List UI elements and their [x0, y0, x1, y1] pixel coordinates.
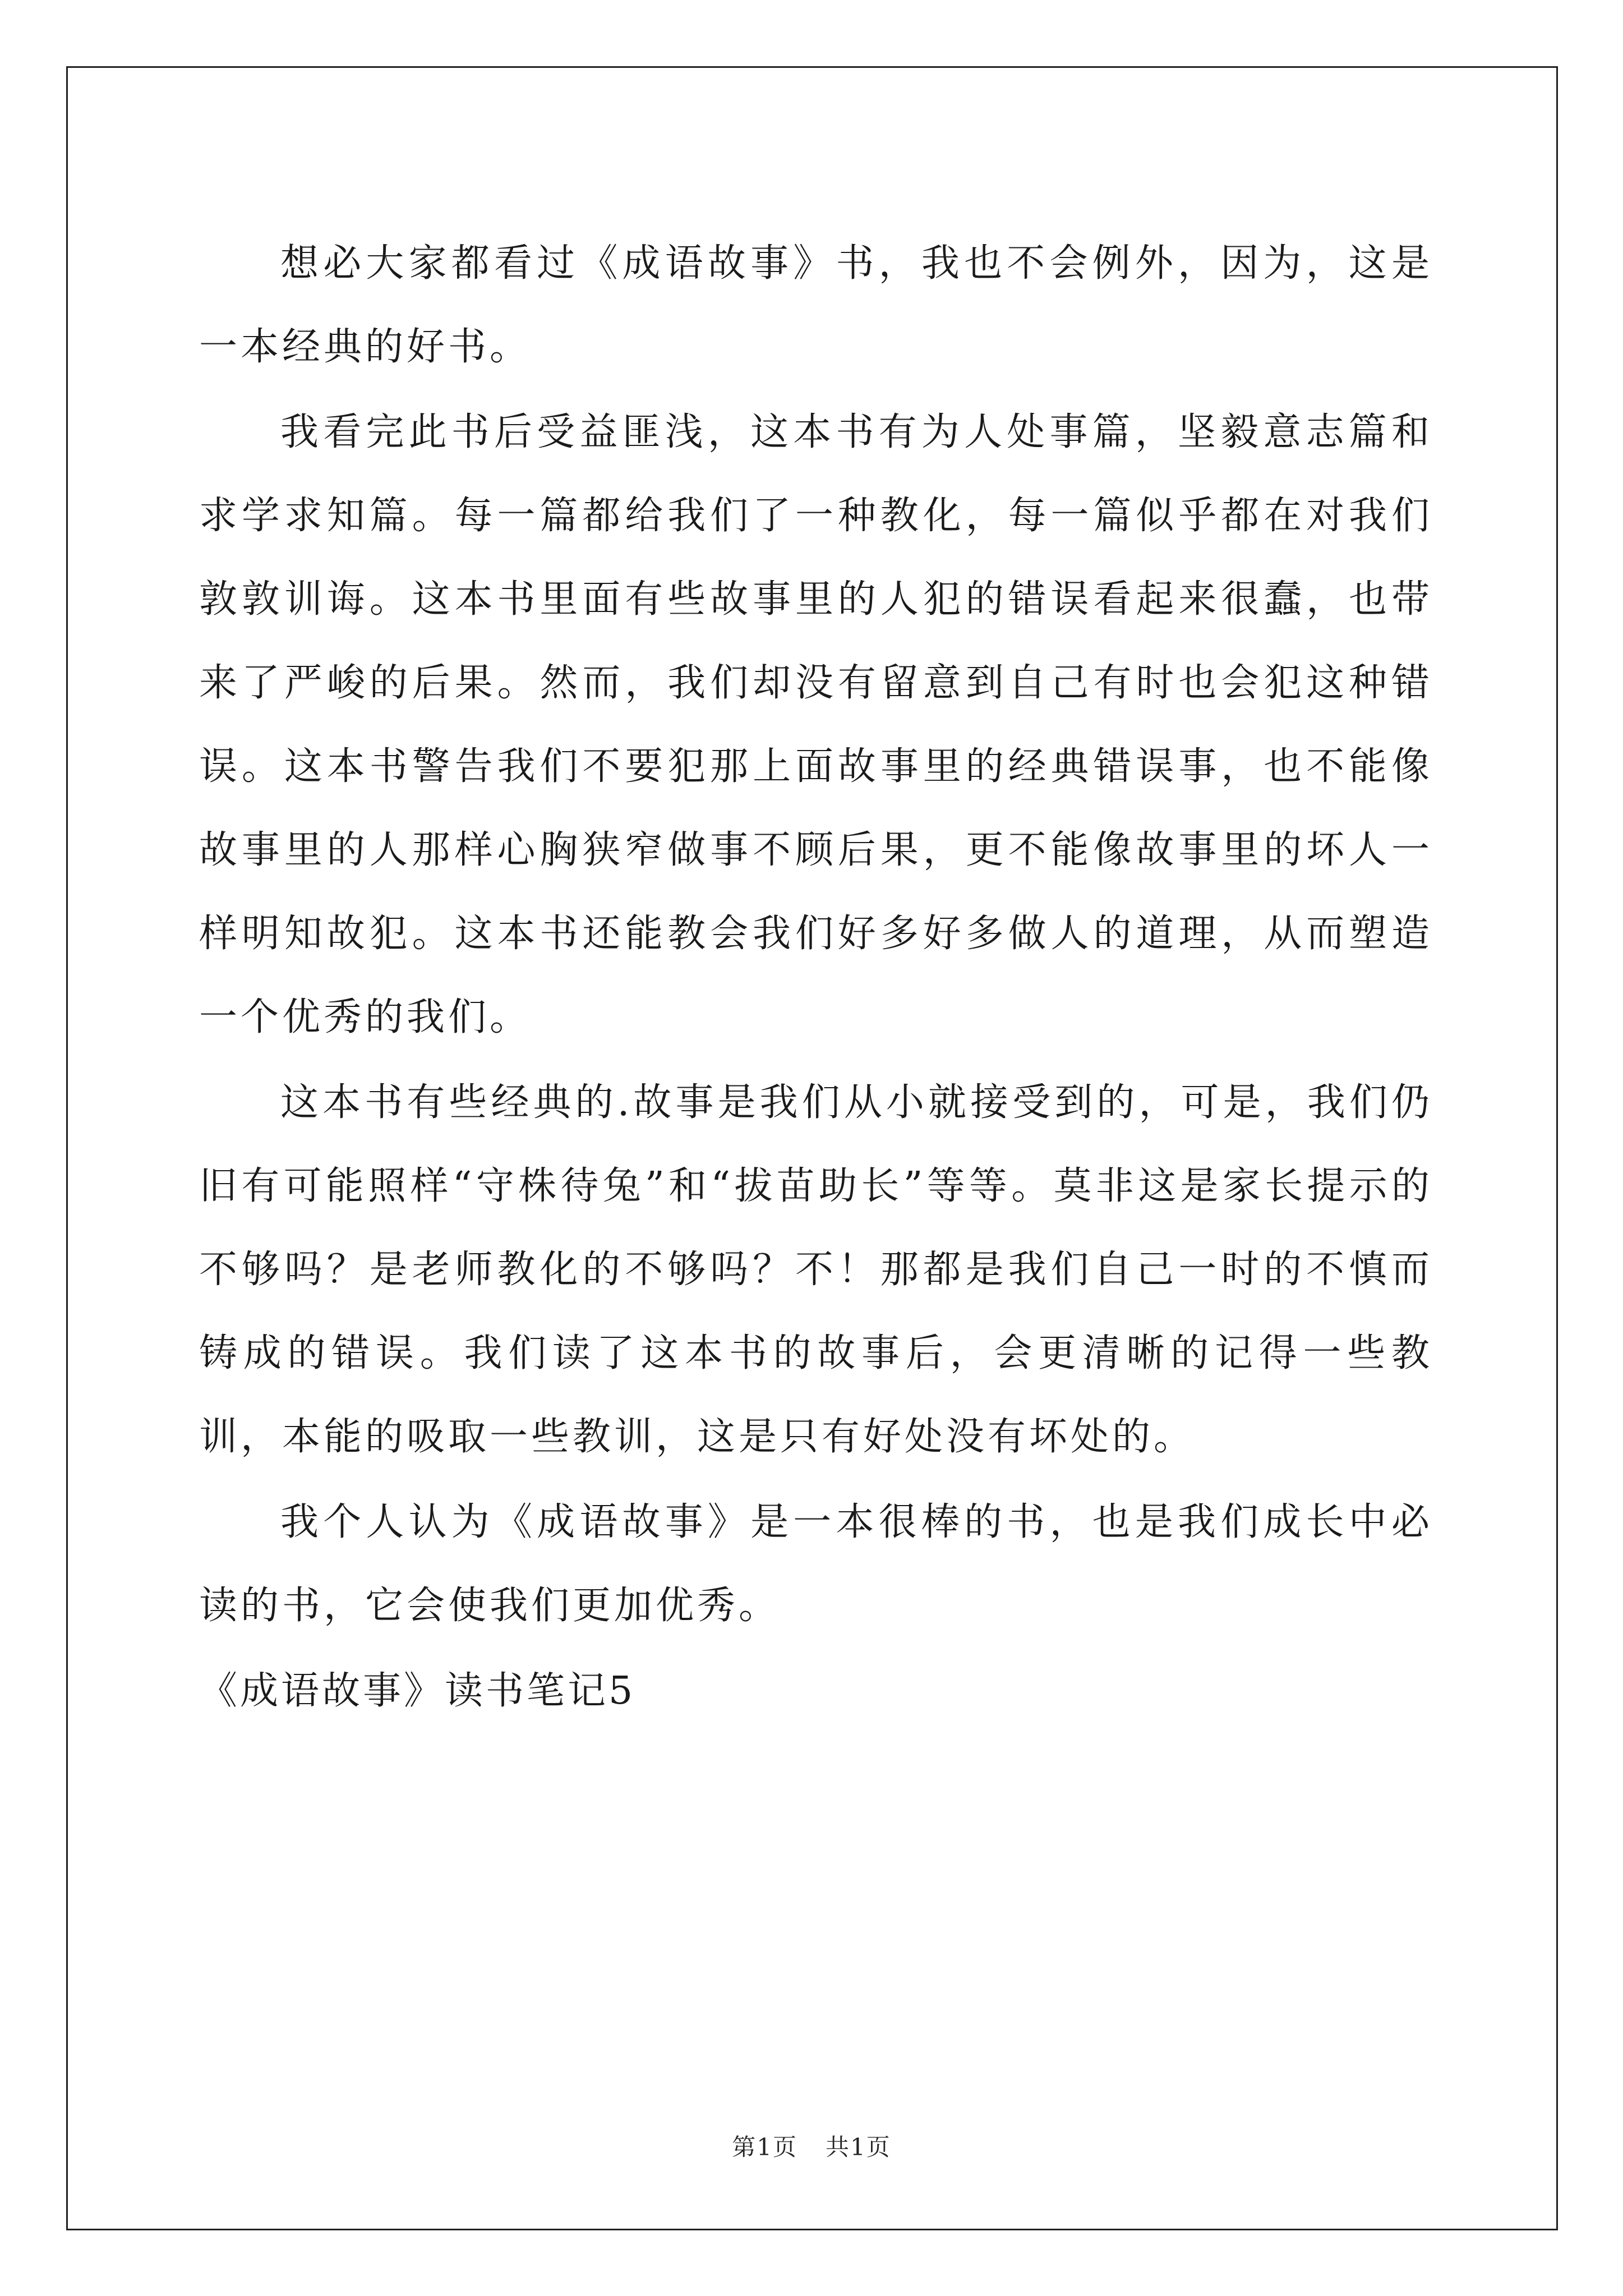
page-footer	[0, 2129, 1623, 2162]
section-heading: 《成语故事》读书笔记5	[199, 1669, 636, 1713]
paragraph-2: 我看完此书后受益匪浅，这本书有为人处事篇，坚毅意志篇和求学求知篇。每一篇都给我们了一种教化，每一篇似乎都在对我们敦敦训诲。这本书里面有些故事里的人犯的错误看起来很蠢，也带来了严峻的后果。然而，我们却没有留意到自己有时也会犯这种错误。这本书警告我们不要犯那上面故事里的经典错误事，也不能像故事里的人那样心胸狭窄做事不顾后果，更不能像故事里的坏人一样明知故犯。这本书还能教会我们好多好多做人的道理，从而塑造一个优秀的我们。	[199, 410, 1433, 1039]
paragraph-4: 我个人认为《成语故事》是一本很棒的书，也是我们成长中必读的书，它会使我们更加优秀。	[199, 1500, 1433, 1628]
paragraph-3: 这本书有些经典的.故事是我们从小就接受到的，可是，我们仍旧有可能照样“守株待兔”和“拔苗助长”等等。莫非这是家长提示的不够吗？是老师教化的不够吗？不！那都是我们自己一时的不慎而铸成的错误。我们读了这本书的故事后，会更清晰的记得一些教训，本能的吸取一些教训，这是只有好处没有坏处的。	[199, 1080, 1433, 1459]
page-number: 第1页	[732, 2133, 797, 2161]
page-total: 共1页	[826, 2133, 891, 2161]
paragraph-1: 想必大家都看过《成语故事》书，我也不会例外，因为，这是一本经典的好书。	[199, 241, 1433, 369]
document-body	[199, 222, 1433, 1733]
